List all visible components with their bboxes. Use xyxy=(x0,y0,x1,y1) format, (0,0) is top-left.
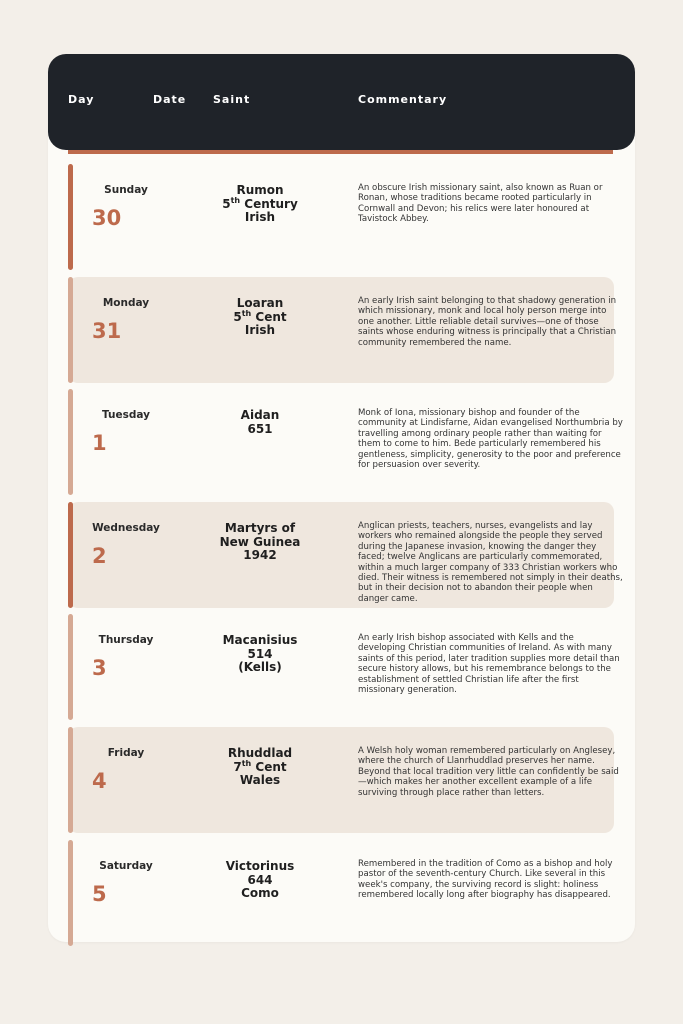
saint-line: 644 xyxy=(247,872,273,887)
row-accent-bar xyxy=(68,502,73,608)
row-accent-bar xyxy=(68,614,73,720)
saint-line: Irish xyxy=(244,323,276,337)
saint-line: (Kells) xyxy=(238,660,282,674)
commentary-text: An early Irish saint belonging to that shadowy generation in which missionary, monk and local holy person merge into one another. Little reliable detail survives—one of those saints whose enduring witness is principally that a Christian community remembered the name. xyxy=(358,296,617,348)
header-day: Day xyxy=(68,93,95,106)
saint-line: New Guinea xyxy=(219,534,301,549)
saint-line: 7th Cent xyxy=(233,758,287,774)
saint-name xyxy=(210,522,310,563)
saint-line: Rhuddlad xyxy=(227,746,293,760)
saint-line: 651 xyxy=(247,421,273,436)
day-label: Wednesday xyxy=(92,522,160,534)
header-accent-line xyxy=(68,150,613,154)
saint-name xyxy=(210,747,310,788)
commentary-text: Remembered in the tradition of Como as a bishop and holy pastor of the seventh-century Church. Like several in this week's company, the surviving record is slight: holiness remembered locally long after biography has disappeared. xyxy=(358,859,613,901)
row-accent-bar xyxy=(68,277,73,383)
row-accent-bar xyxy=(68,164,73,270)
saint-line: Macanisius xyxy=(222,633,298,647)
date-number: 30 xyxy=(92,206,122,230)
table-row xyxy=(68,502,623,608)
header-commentary: Commentary xyxy=(358,93,448,106)
saint-line: 514 xyxy=(247,646,273,661)
header-saint: Saint xyxy=(213,93,251,106)
commentary-text: Monk of Iona, missionary bishop and founder of the community at Lindisfarne, Aidan evangelised Northumbria by travelling among ordinary people rather than waiting for them to come to him. Bede particularly remembered his gentleness, simplicity, generosity to the poor and preference for persuasion over severity. xyxy=(358,408,623,471)
saint-name xyxy=(210,184,310,225)
header-date: Date xyxy=(153,93,187,106)
table-row xyxy=(68,164,614,270)
saint-name xyxy=(210,634,310,675)
saint-line: 5th Century xyxy=(222,195,298,211)
day-label: Tuesday xyxy=(102,409,150,421)
saint-line: 1942 xyxy=(243,548,277,562)
date-number: 31 xyxy=(92,319,122,343)
saint-name xyxy=(210,409,310,436)
date-number: 2 xyxy=(92,544,107,568)
saint-line: Wales xyxy=(239,773,281,787)
saint-line: Martyrs of xyxy=(224,521,296,535)
day-label: Sunday xyxy=(104,184,148,196)
commentary-text: An obscure Irish missionary saint, also known as Ruan or Ronan, whose traditions became rooted particularly in Cornwall and Devon; his relics were later honoured at Tavistock Abbey. xyxy=(358,183,603,225)
commentary-text: Anglican priests, teachers, nurses, evangelists and lay workers who remained alongside the people they served during the Japanese invasion, knowing the danger they faced; twelve Anglicans are particularly commemorated, within a much larger company of 333 Christian workers who died. Their witness is remembered not simply in their deaths, but in their decision not to abandon their people when danger came. xyxy=(358,521,623,604)
saint-line: Como xyxy=(241,886,279,900)
date-number: 5 xyxy=(92,882,107,906)
row-accent-bar xyxy=(68,389,73,495)
table-row xyxy=(68,840,614,946)
commentary-text: A Welsh holy woman remembered particularly on Anglesey, where the church of Llanrhuddlad preserves her name. Beyond that local tradition very little can confidently be said—which makes her another excellent example of a life surviving through place rather than letters. xyxy=(358,746,619,798)
day-label: Monday xyxy=(102,297,150,309)
date-number: 4 xyxy=(92,769,107,793)
saint-name xyxy=(210,860,310,901)
date-number: 1 xyxy=(92,431,107,455)
table-row xyxy=(68,727,619,833)
date-number: 3 xyxy=(92,656,107,680)
saint-line: Victorinus xyxy=(225,859,295,873)
saint-line: Aidan xyxy=(240,408,280,422)
day-label: Friday xyxy=(107,747,145,759)
saint-line: Irish xyxy=(244,210,276,224)
day-label: Saturday xyxy=(99,860,153,872)
row-accent-bar xyxy=(68,727,73,833)
saint-name xyxy=(210,297,310,338)
table-row xyxy=(68,389,623,495)
row-accent-bar xyxy=(68,840,73,946)
saint-line: 5th Cent xyxy=(233,308,287,324)
saint-line: Rumon xyxy=(236,183,284,197)
saint-line: Loaran xyxy=(236,296,284,310)
day-label: Thursday xyxy=(98,634,154,646)
table-header xyxy=(48,54,635,150)
table-row xyxy=(68,614,620,720)
commentary-text: An early Irish bishop associated with Kells and the developing Christian communities of Ireland. As with many saints of this period, later tradition supplies more detail than secure history allows, but his remembrance belongs to the establishment of settled Christian life after the first missionary generation. xyxy=(358,633,620,696)
table-row xyxy=(68,277,617,383)
